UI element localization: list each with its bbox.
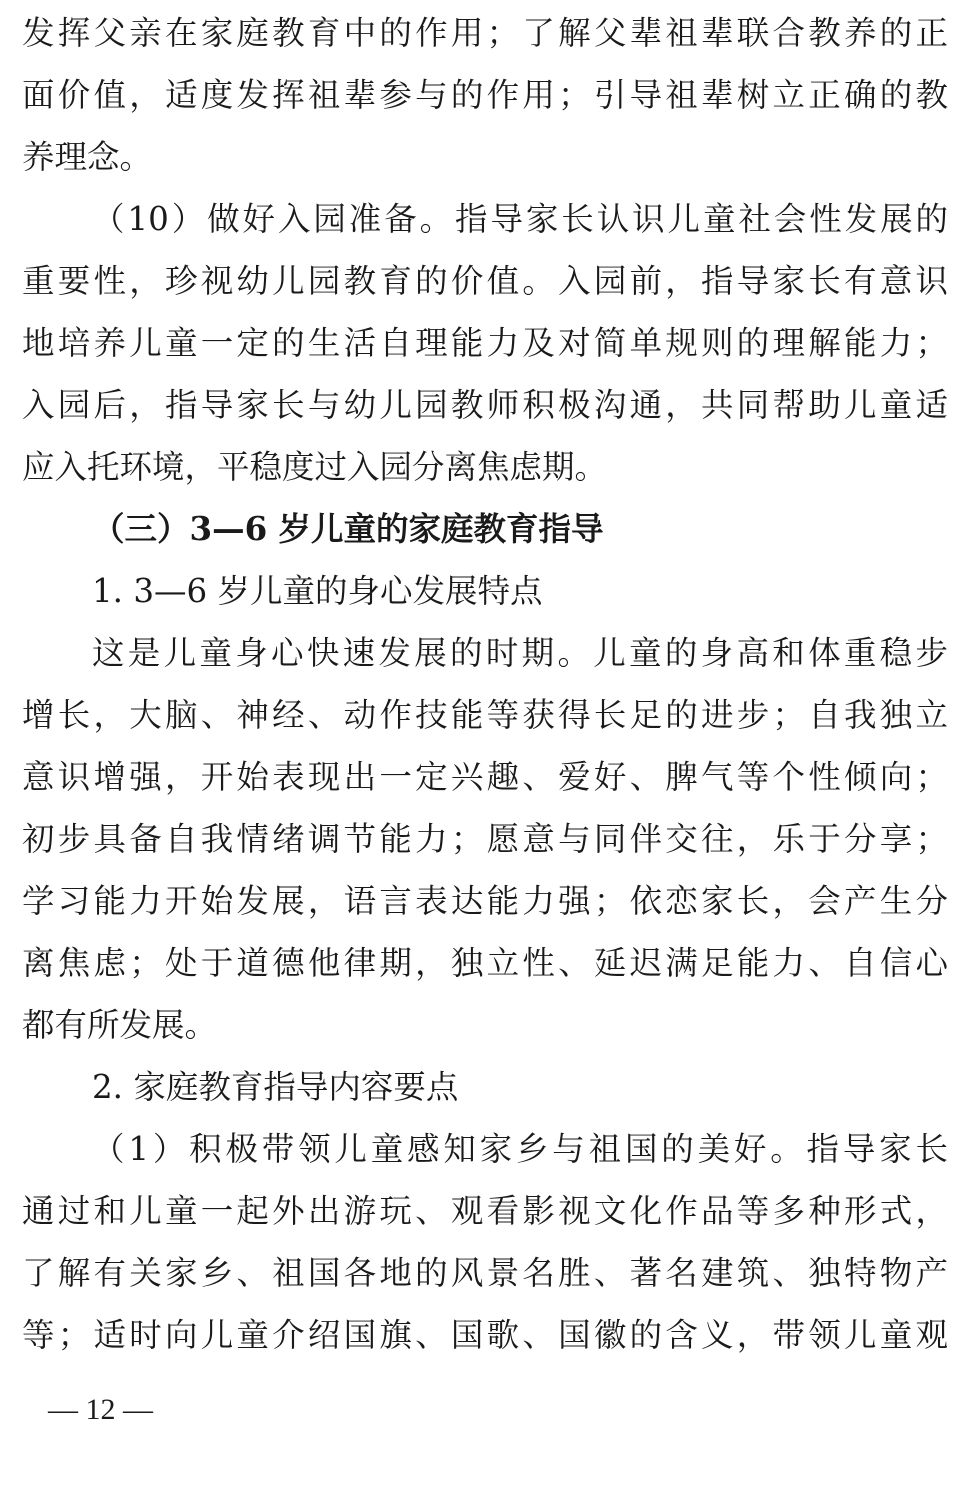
- text-line: 重要性，珍视幼儿园教育的价值。入园前，指导家长有意识: [22, 262, 948, 300]
- text-line: 地培养儿童一定的生活自理能力及对简单规则的理解能力；: [22, 324, 948, 362]
- text-line: 这是儿童身心快速发展的时期。儿童的身高和体重稳步: [92, 634, 948, 672]
- text-line: 了解有关家乡、祖国各地的风景名胜、著名建筑、独特物产: [22, 1254, 948, 1292]
- text-line: 都有所发展。: [22, 1006, 218, 1044]
- text-line: 离焦虑；处于道德他律期，独立性、延迟满足能力、自信心: [22, 944, 948, 982]
- text-line: 意识增强，开始表现出一定兴趣、爱好、脾气等个性倾向；: [22, 758, 948, 796]
- text-line: 通过和儿童一起外出游玩、观看影视文化作品等多种形式，: [22, 1192, 948, 1230]
- text-line: 应入托环境，平稳度过入园分离焦虑期。: [22, 448, 608, 486]
- page-number: — 12 —: [48, 1393, 153, 1426]
- subsection-heading: 2. 家庭教育指导内容要点: [92, 1068, 459, 1106]
- subsection-heading: 1. 3—6 岁儿童的身心发展特点: [92, 572, 543, 610]
- text-line: （1）积极带领儿童感知家乡与祖国的美好。指导家长: [92, 1130, 948, 1168]
- text-line: 增长，大脑、神经、动作技能等获得长足的进步；自我独立: [22, 696, 948, 734]
- text-line: 初步具备自我情绪调节能力；愿意与同伴交往，乐于分享；: [22, 820, 948, 858]
- text-line: 养理念。: [22, 138, 153, 176]
- text-line: 入园后，指导家长与幼儿园教师积极沟通，共同帮助儿童适: [22, 386, 948, 424]
- section-heading: （三）3—6 岁儿童的家庭教育指导: [92, 509, 604, 548]
- text-line: 发挥父亲在家庭教育中的作用；了解父辈祖辈联合教养的正: [22, 14, 948, 52]
- text-line: （10）做好入园准备。指导家长认识儿童社会性发展的: [92, 200, 948, 238]
- text-line: 学习能力开始发展，语言表达能力强；依恋家长，会产生分: [22, 882, 948, 920]
- text-line: 面价值，适度发挥祖辈参与的作用；引导祖辈树立正确的教: [22, 76, 948, 114]
- text-line: 等；适时向儿童介绍国旗、国歌、国徽的含义，带领儿童观: [22, 1316, 948, 1354]
